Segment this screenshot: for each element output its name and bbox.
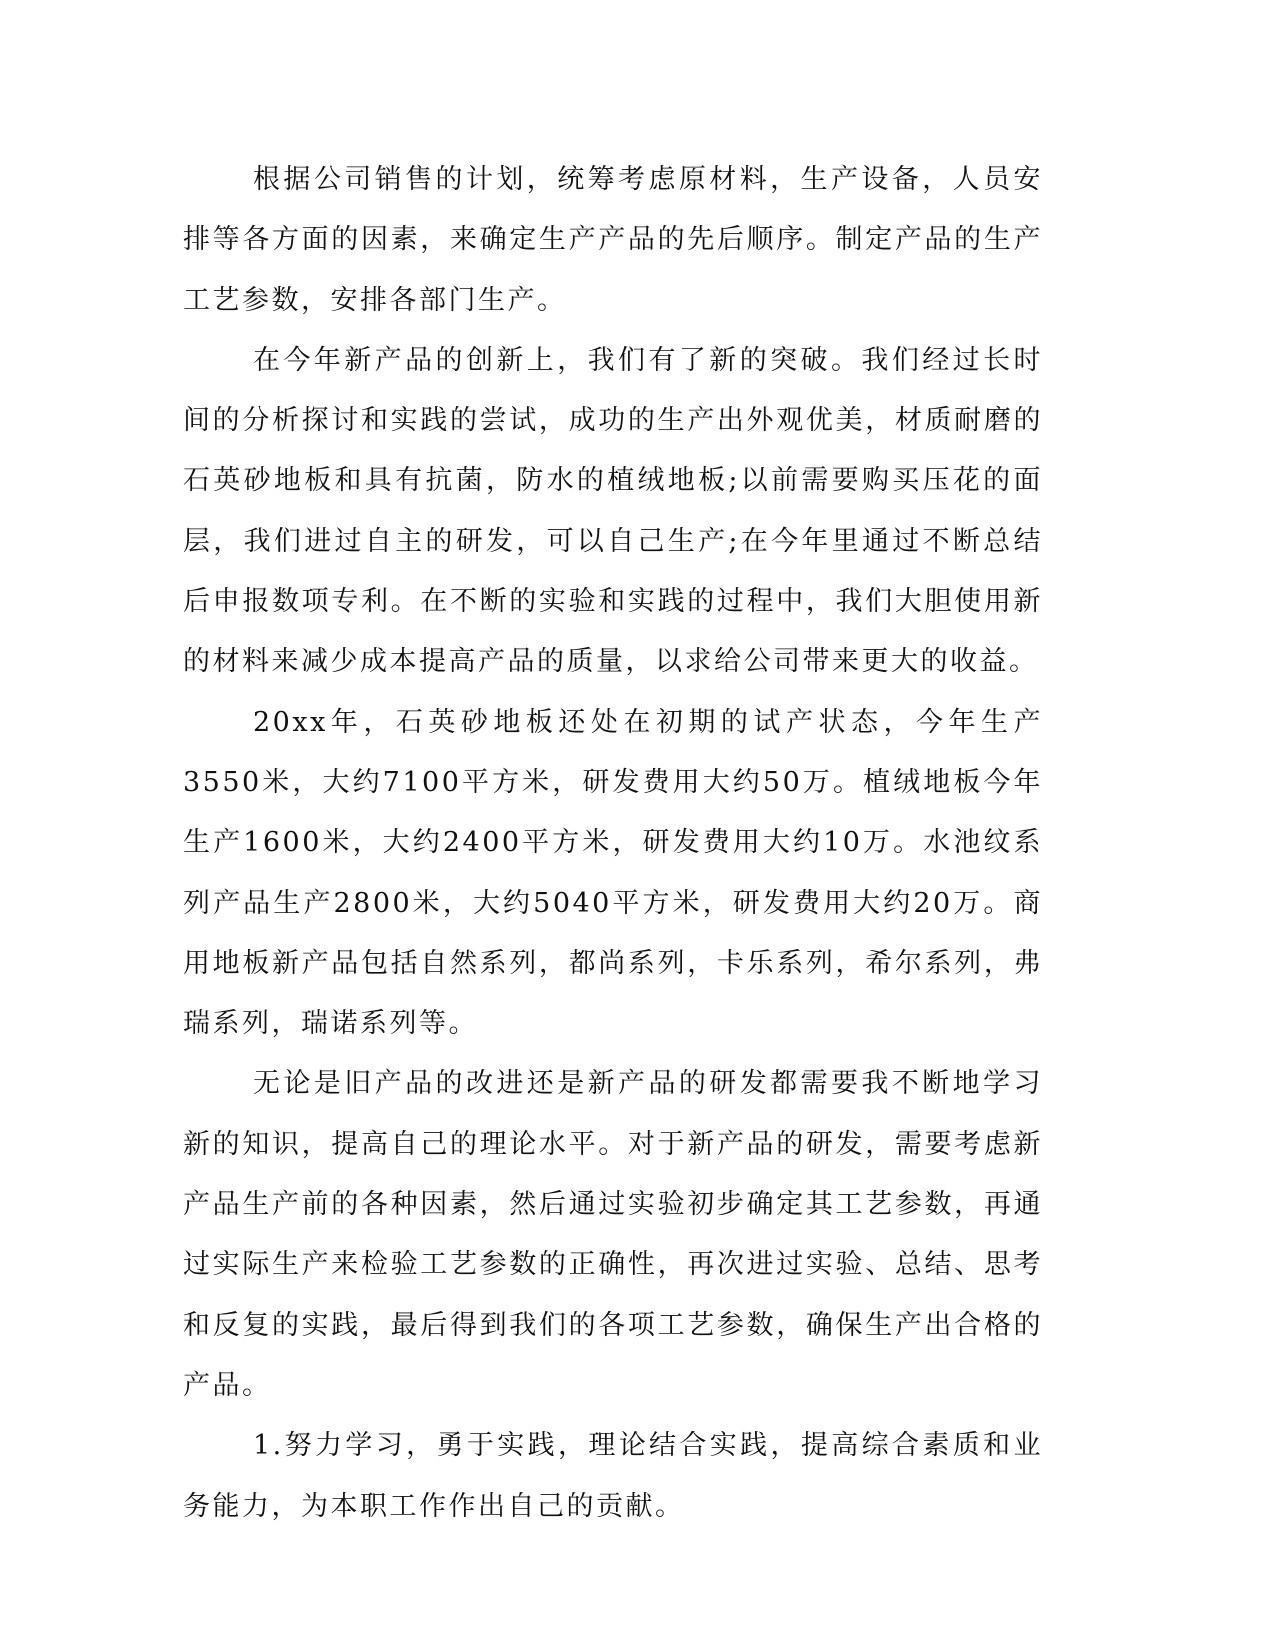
paragraph-production-planning: 根据公司销售的计划，统筹考虑原材料，生产设备，人员安排等各方面的因素，来确定生产产品的先后顺序。制定产品的生产工艺参数，安排各部门生产。 xyxy=(183,164,1043,316)
paragraph-new-product-innovation: 在今年新产品的创新上，我们有了新的突破。我们经过长时间的分析探讨和实践的尝试，成功的生产出外观优美，材质耐磨的石英砂地板和具有抗菌，防水的植绒地板;以前需要购买压花的面层，我们进过自主的研发，可以自己生产;在今年里通过不断总结后申报数项专利。在不断的实验和实践的过程中，我们大胆使用新的材料来减少成本提高产品的质量，以求给公司带来更大的收益。 xyxy=(183,344,1043,678)
paragraph-production-figures: 20xx年，石英砂地板还处在初期的试产状态，今年生产3550米，大约7100平方米，研发费用大约50万。植绒地板今年生产1600米，大约2400平方米，研发费用大约10万。水池纹系列产品生产2800米，大约5040平方米，研发费用大约20万。商用地板新产品包括自然系列，都尚系列，卡乐系列，希尔系列，弗瑞系列，瑞诺系列等。 xyxy=(183,706,1043,1040)
document-body xyxy=(183,150,1043,1537)
paragraph-continuous-learning: 无论是旧产品的改进还是新产品的研发都需要我不断地学习新的知识，提高自己的理论水平。对于新产品的研发，需要考虑新产品生产前的各种因素，然后通过实验初步确定其工艺参数，再通过实际生产来检验工艺参数的正确性，再次进过实验、总结、思考和反复的实践，最后得到我们的各项工艺参数，确保生产出合格的产品。 xyxy=(183,1068,1043,1401)
paragraph-goal-item-1: 1.努力学习，勇于实践，理论结合实践，提高综合素质和业务能力，为本职工作作出自己的贡献。 xyxy=(183,1430,1043,1522)
